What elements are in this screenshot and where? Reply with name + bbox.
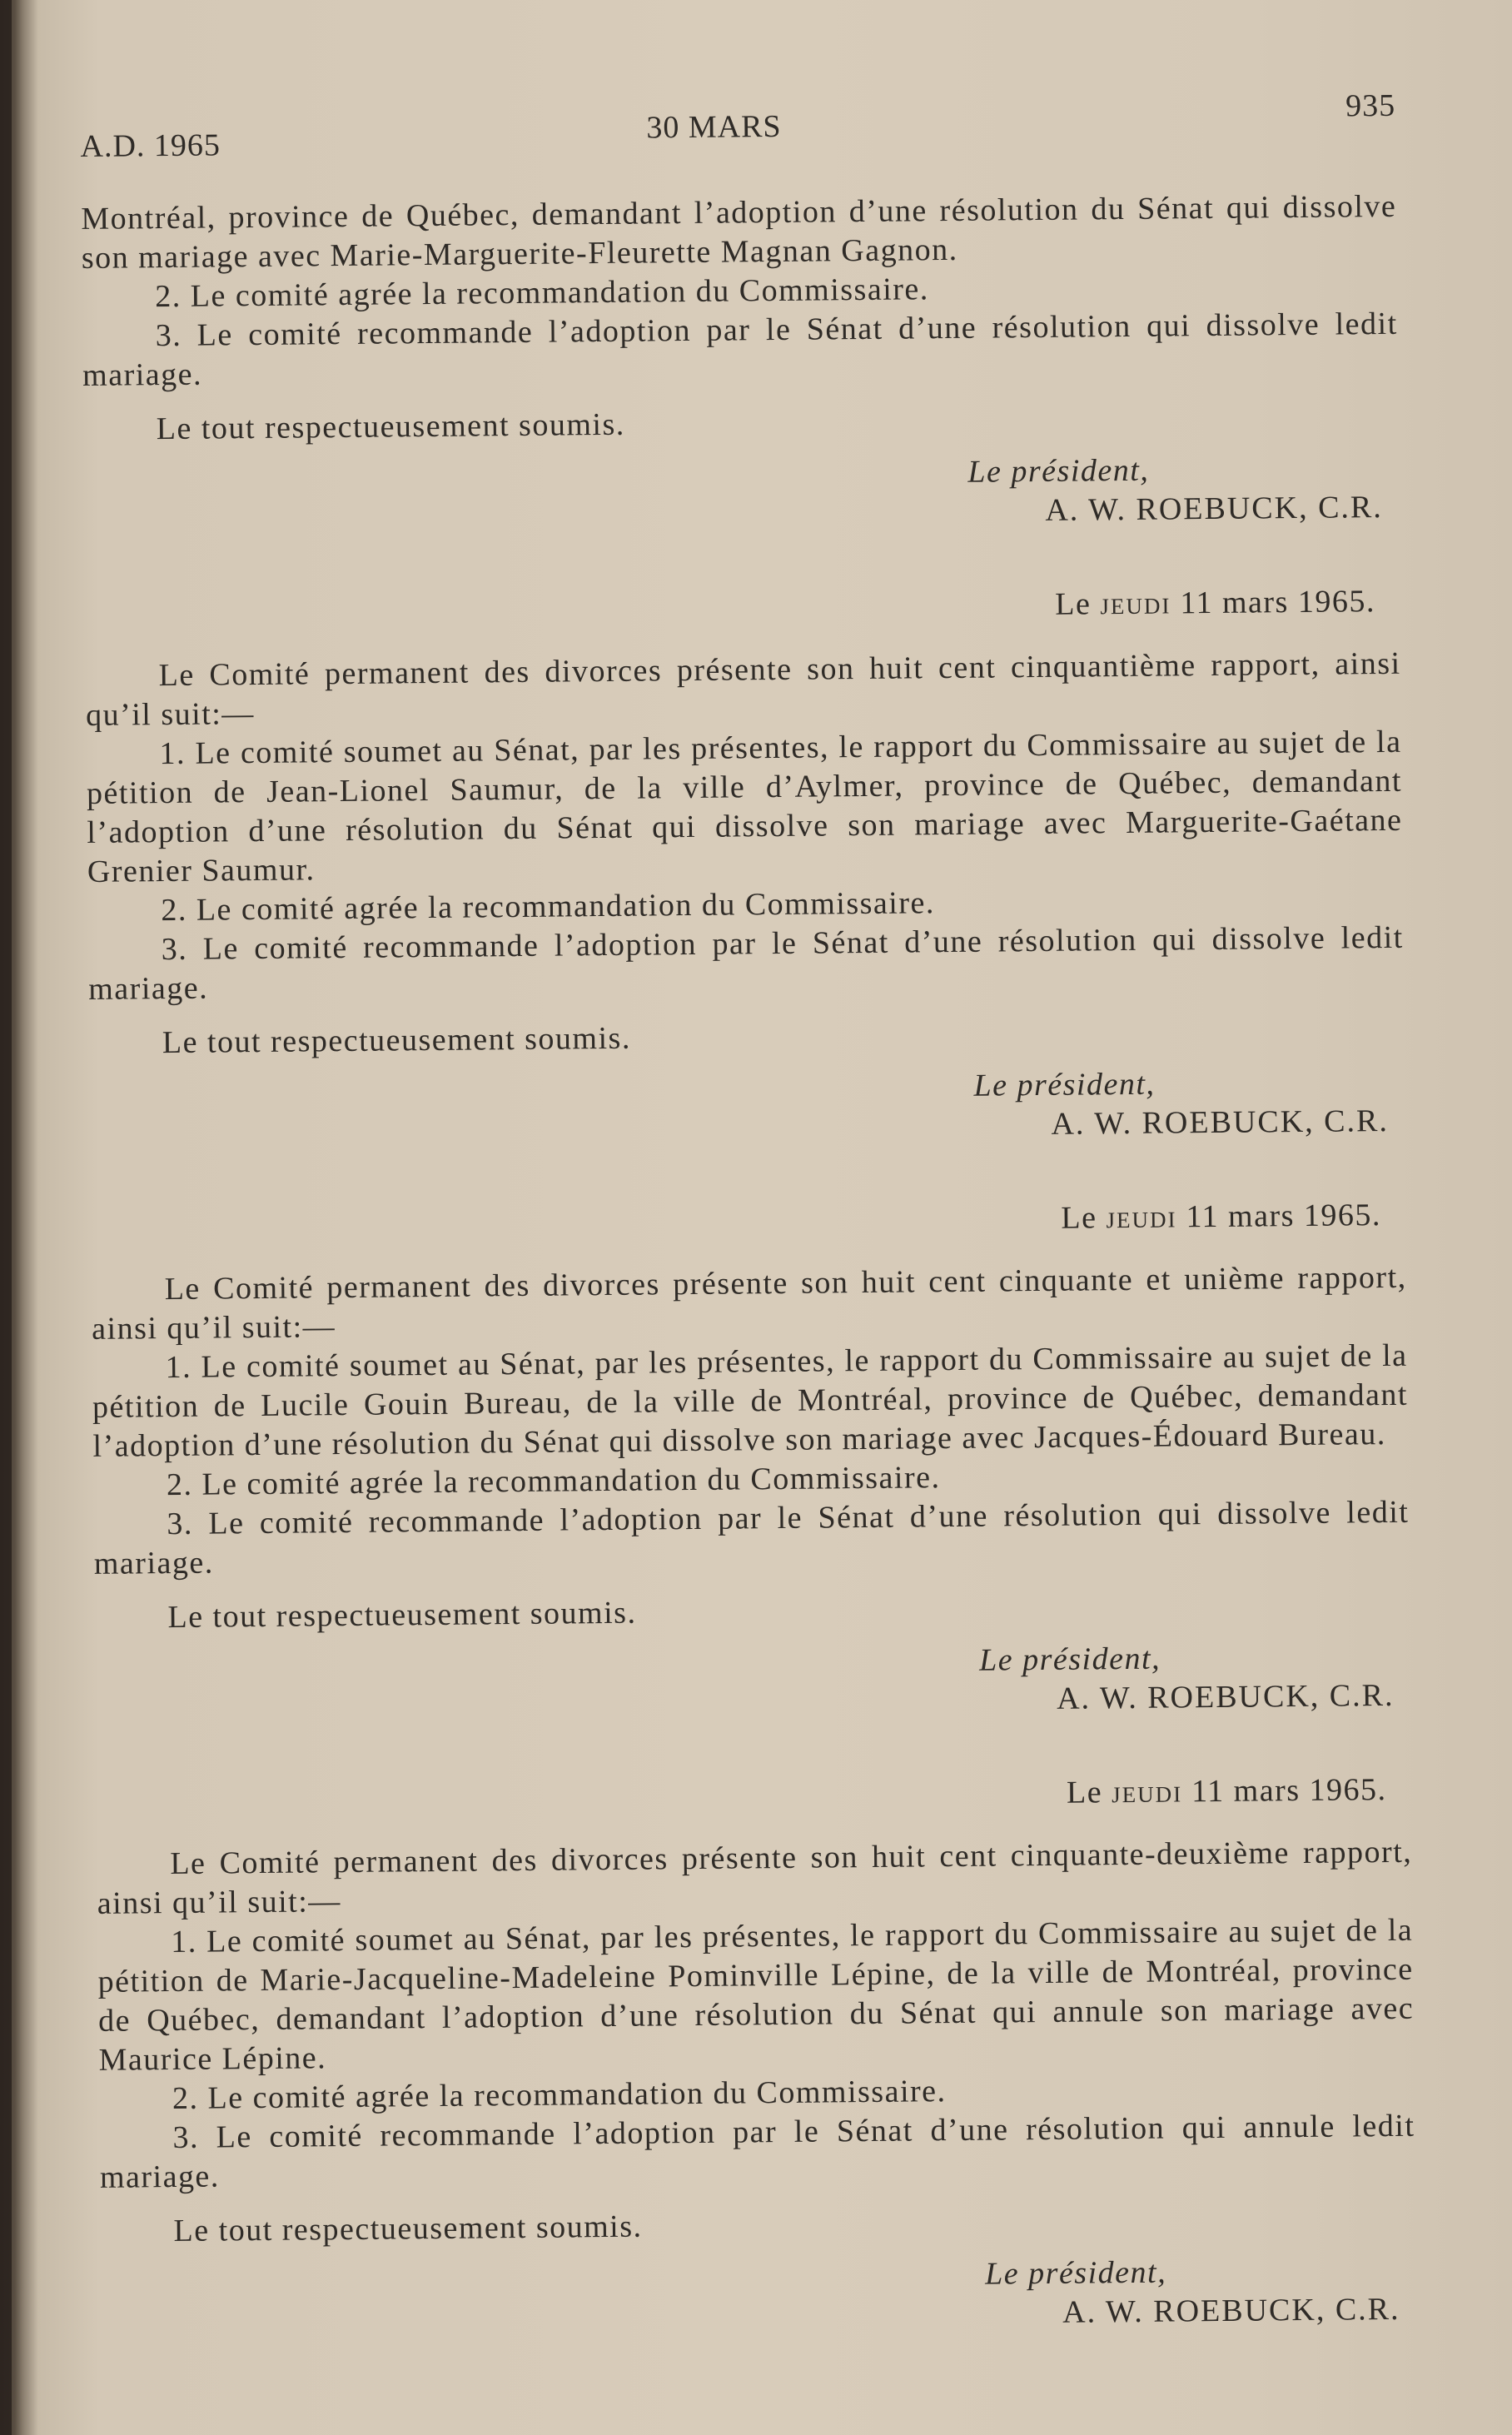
report-852: [96, 1770, 1416, 2342]
date-prefix: Le: [1066, 1775, 1103, 1810]
paragraph: 1. Le comité soumet au Sénat, par les présentes, le rapport du Commissaire au sujet de la pétition de Lucile Gouin Bureau, de la ville de Montréal, province de Québec, demandant l’adoption d’une résolution du Sénat qui dissolve son mariage avec Jacques-Édouard Bureau.: [92, 1337, 1409, 1464]
paragraph: 2. Le comité agrée la recommandation du Commissaire.: [166, 1460, 941, 1503]
signature-block: [95, 1637, 1411, 1728]
date-day: jeudi: [1106, 1199, 1177, 1236]
paragraph: 2. Le comité agrée la recommandation du Commissaire.: [161, 885, 936, 929]
date-prefix: Le: [1061, 1200, 1097, 1236]
submitted-line: Le tout respectueusement soumis.: [173, 2208, 643, 2249]
signature-name: A. W. ROEBUCK, C.R.: [1045, 490, 1383, 528]
signature-name: A. W. ROEBUCK, C.R.: [1056, 1677, 1395, 1716]
signature-block: [89, 1063, 1405, 1153]
page-content: [80, 87, 1417, 2397]
page-number: 935: [1345, 87, 1396, 124]
report-date: [96, 1770, 1411, 1822]
paragraph: Le Comité permanent des divorces présente son huit cent cinquante-deuxième rapport, ainsi qu’il suit:—: [97, 1834, 1413, 1921]
date-rest: 11 mars 1965.: [1180, 584, 1376, 621]
date-day: jeudi: [1111, 1774, 1183, 1810]
header-year: A.D. 1965: [80, 127, 221, 164]
report-851: [91, 1196, 1411, 1728]
submitted-line: Le tout respectueusement soumis.: [156, 406, 625, 447]
date-rest: 11 mars 1965.: [1186, 1198, 1382, 1235]
paragraph: 2. Le comité agrée la recommandation du Commissaire.: [155, 271, 929, 315]
paragraph: 3. Le comité recommande l’adoption par le Sénat d’une résolution qui annule ledit mariage.: [99, 2108, 1415, 2195]
signature-name: A. W. ROEBUCK, C.R.: [1062, 2291, 1400, 2330]
signature-block: [101, 2251, 1417, 2342]
header-date: 30 MARS: [646, 108, 782, 146]
paragraph: Montréal, province de Québec, demandant l’adoption d’une résolution du Sénat qui dissolve son mariage avec Marie-Marguerite-Fleurette Magnan Gagnon.: [81, 188, 1397, 276]
paragraph: 3. Le comité recommande l’adoption par le Sénat d’une résolution qui dissolve ledit mariage.: [82, 306, 1398, 393]
signature-name: A. W. ROEBUCK, C.R.: [1051, 1103, 1390, 1142]
paragraph: 3. Le comité recommande l’adoption par le Sénat d’une résolution qui dissolve ledit mariage.: [93, 1494, 1410, 1581]
paragraph: 3. Le comité recommande l’adoption par le Sénat d’une résolution qui dissolve ledit mariage.: [88, 919, 1404, 1007]
signature-title: Le président,: [973, 1066, 1156, 1103]
paragraph: 1. Le comité soumet au Sénat, par les présentes, le rapport du Commissaire au sujet de la pétition de Marie-Jacqueline-Madeleine Pominville Lépine, de la ville de Montréal, province de Québec, demandant l’adoption d’une résolution du Sénat qui annule son mariage avec Maurice Lépine.: [97, 1912, 1415, 2078]
date-day: jeudi: [1100, 585, 1171, 622]
paragraph: Le Comité permanent des divorces présente son huit cent cinquante et unième rapport, ainsi qu’il suit:—: [91, 1259, 1407, 1347]
report-date: [91, 1196, 1406, 1247]
paragraph: 1. Le comité soumet au Sénat, par les présentes, le rapport du Commissaire au sujet de la pétition de Jean-Lionel Saumur, de la ville d’Aylmer, province de Québec, demandant l’adoption d’une résolution du Sénat qui dissolve son mariage avec Marguerite-Gaétane Grenier Saumur.: [86, 724, 1403, 889]
signature-block: [83, 449, 1400, 540]
signature-title: Le président,: [978, 1641, 1161, 1678]
signature-title: Le président,: [967, 452, 1150, 490]
paragraph: 2. Le comité agrée la recommandation du Commissaire.: [172, 2074, 947, 2117]
signature-title: Le président,: [984, 2254, 1167, 2292]
report-continuation: [81, 187, 1400, 540]
submitted-line: Le tout respectueusement soumis.: [162, 1020, 632, 1061]
date-rest: 11 mars 1965.: [1191, 1772, 1387, 1810]
submitted-line: Le tout respectueusement soumis.: [167, 1595, 637, 1636]
report-date: [85, 582, 1400, 634]
date-prefix: Le: [1055, 586, 1092, 622]
binding-gutter: [0, 0, 12, 2435]
paragraph: Le Comité permanent des divorces présente son huit cent cinquantième rapport, ainsi qu’il suit:—: [85, 645, 1401, 733]
report-850: [85, 582, 1405, 1153]
running-header: [80, 87, 1396, 200]
